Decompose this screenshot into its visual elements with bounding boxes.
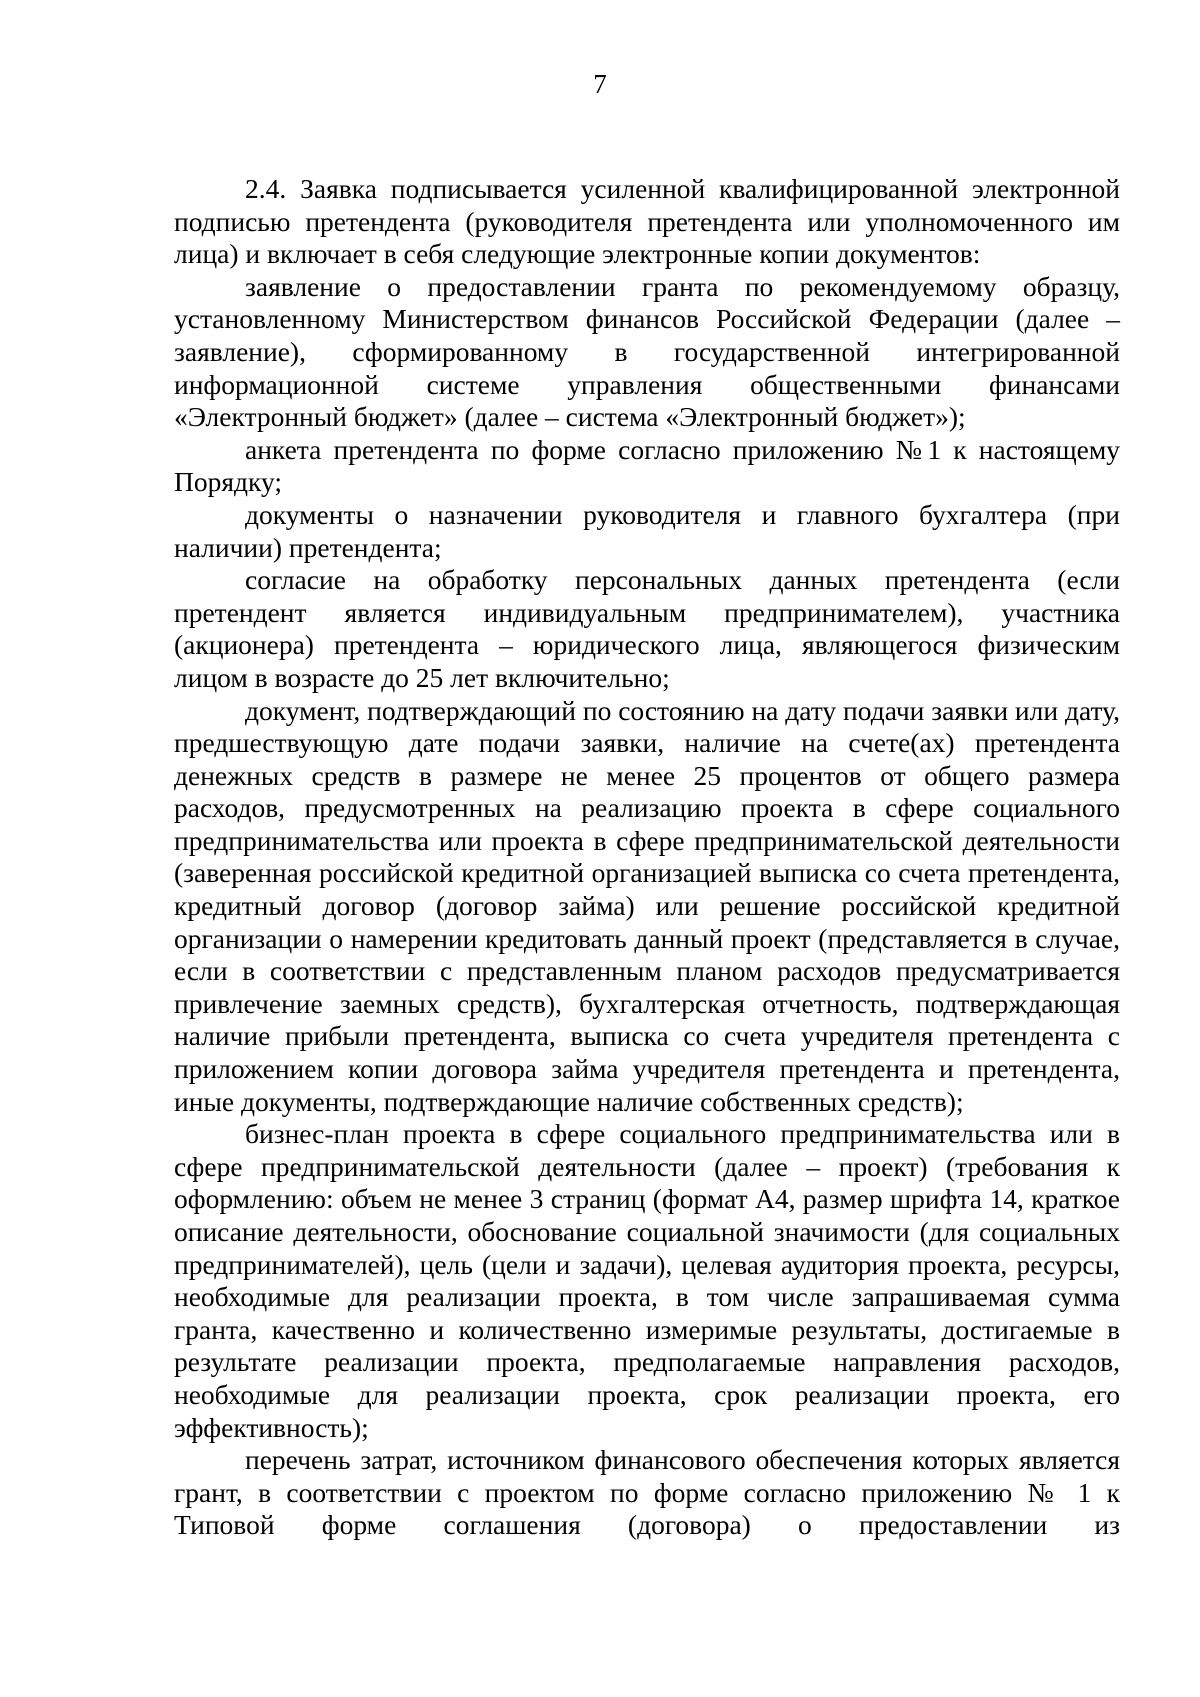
- document-body: [174, 173, 1120, 1542]
- paragraph-funds-confirmation: документ, подтверждающий по состоянию на дату подачи заявки или дату, предшествующую дате подачи заявки, наличие на счете(ах) претендента денежных средств в размере не менее 25 процентов от общего размера расходов, предусмотренных на реализацию проекта в сфере социального предпринимательства или проекта в сфере предпринимательской деятельности (заверенная российской кредитной организацией выписка со счета претендента, кредитный договор (договор займа) или решение российской кредитной организации о намерении кредитовать данный проект (представляется в случае, если в соответствии с представленным планом расходов предусматривается привлечение заемных средств), бухгалтерская отчетность, подтверждающая наличие прибыли претендента, выписка со счета учредителя претендента с приложением копии договора займа учредителя претендента и претендента, иные документы, подтверждающие наличие собственных средств);: [174, 694, 1120, 1117]
- paragraph-personal-data-consent: согласие на обработку персональных данных претендента (если претендент является индивидуальным предпринимателем), участника (акционера) претендента – юридического лица, являющегося физическим лицом в возрасте до 25 лет включительно;: [174, 564, 1120, 693]
- paragraph-application-signature: 2.4. Заявка подписывается усиленной квалифицированной электронной подписью претендента (руководителя претендента или уполномоченного им лица) и включает в себя следующие электронные копии документов:: [174, 173, 1120, 270]
- paragraph-grant-statement: заявление о предоставлении гранта по рекомендуемому образцу, установленному Министерством финансов Российской Федерации (далее – заявление), сформированному в государственной интегрированной информационной системе управления общественными финансами «Электронный бюджет» (далее – система «Электронный бюджет»);: [174, 270, 1120, 433]
- page-number: 7: [593, 69, 607, 99]
- paragraph-cost-list: перечень затрат, источником финансового обеспечения которых является грант, в соответствии с проектом по форме согласно приложению № 1 к Типовой форме соглашения (договора) о предоставлении из: [174, 1444, 1120, 1541]
- paragraph-applicant-questionnaire: анкета претендента по форме согласно приложению №1 к настоящему Порядку;: [174, 433, 1120, 498]
- paragraph-business-plan: бизнес-план проекта в сфере социального предпринимательства или в сфере предпринимательской деятельности (далее – проект) (требования к оформлению: объем не менее 3 страниц (формат А4, размер шрифта 14, краткое описание деятельности, обоснование социальной значимости (для социальных предпринимателей), цель (цели и задачи), целевая аудитория проекта, ресурсы, необходимые для реализации проекта, в том числе запрашиваемая сумма гранта, качественно и количественно измеримые результаты, достигаемые в результате реализации проекта, предполагаемые направления расходов, необходимые для реализации проекта, срок реализации проекта, его эффективность);: [174, 1118, 1120, 1443]
- paragraph-appointment-documents: документы о назначении руководителя и главного бухгалтера (при наличии) претендента;: [174, 498, 1120, 563]
